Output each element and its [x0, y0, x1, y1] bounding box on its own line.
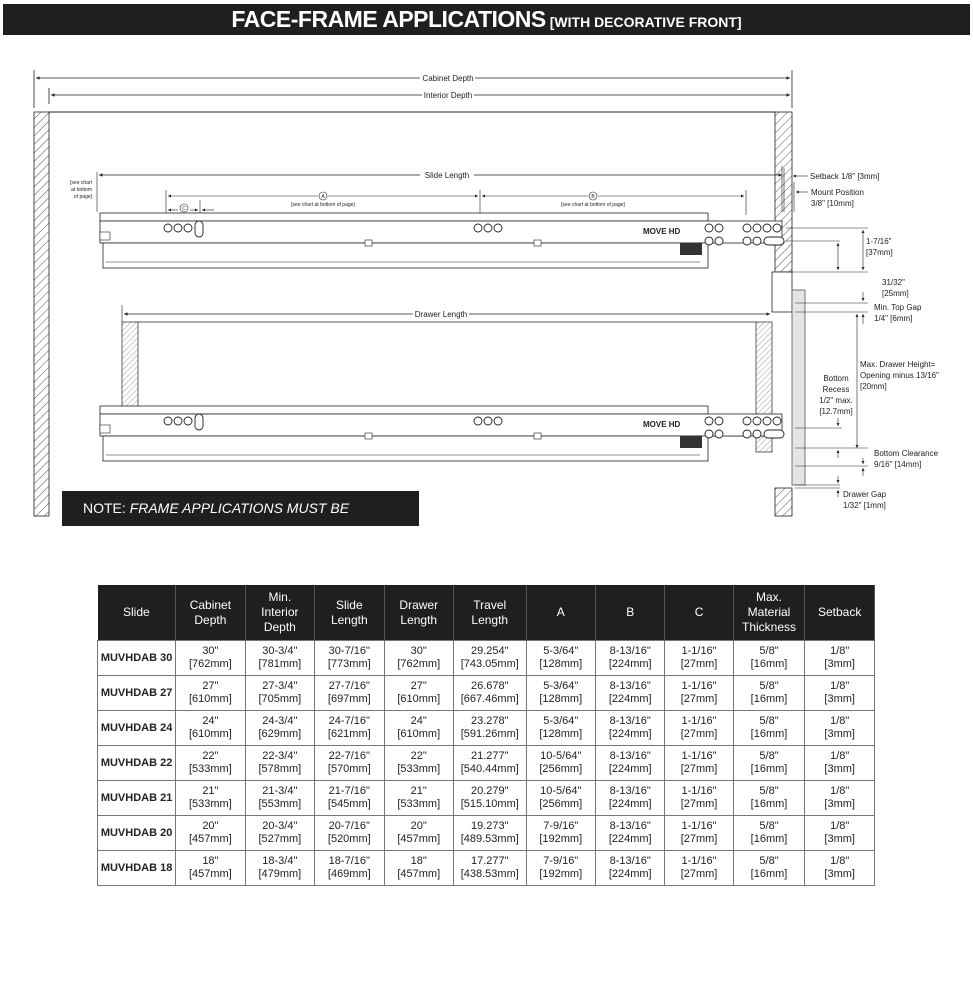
table-cell: 8-13/16" [224mm]: [595, 746, 664, 781]
table-cell: 7-9/16" [192mm]: [526, 816, 595, 851]
table-cell: 8-13/16" [224mm]: [595, 781, 664, 816]
table-cell: 1/8" [3mm]: [805, 781, 875, 816]
svg-text:3/8" [10mm]: 3/8" [10mm]: [811, 199, 854, 208]
table-cell: 24" [610mm]: [384, 711, 453, 746]
upper-slide: [100, 213, 784, 268]
table-row: [98, 851, 875, 886]
table-cell: 1-1/16" [27mm]: [665, 711, 733, 746]
table-cell: 1-1/16" [27mm]: [665, 641, 733, 676]
svg-text:Bottom: Bottom: [823, 374, 849, 383]
note-text: FRAME APPLICATIONS MUST BE BLOCKED OUT: [83, 500, 350, 551]
brand-mark-upper: MOVE HD: [643, 227, 681, 236]
svg-text:Max. Drawer Height=: Max. Drawer Height=: [860, 360, 936, 369]
svg-text:at bottom: at bottom: [71, 187, 92, 193]
model-cell: MUVHDAB 27: [98, 676, 176, 711]
slide-spec-table: [97, 585, 875, 886]
table-row: [98, 641, 875, 676]
svg-text:of page]: of page]: [73, 194, 92, 200]
face-frame-top: [775, 112, 792, 272]
table-cell: 22-3/4" [578mm]: [245, 746, 314, 781]
table-cell: 5/8" [16mm]: [733, 851, 805, 886]
column-header: C: [665, 585, 733, 641]
table-cell: 1-1/16" [27mm]: [665, 816, 733, 851]
model-cell: MUVHDAB 20: [98, 816, 176, 851]
column-header: A: [526, 585, 595, 641]
table-cell: 17.277" [438.53mm]: [453, 851, 526, 886]
table-cell: 21-7/16" [545mm]: [315, 781, 384, 816]
svg-text:Opening minus 13/16": Opening minus 13/16": [860, 371, 939, 380]
see-chart-note-left: [70, 172, 97, 212]
drawer-length-dimension: [122, 305, 770, 322]
table-cell: 23.278" [591.26mm]: [453, 711, 526, 746]
svg-text:31/32": 31/32": [882, 278, 905, 287]
table-cell: 21-3/4" [553mm]: [245, 781, 314, 816]
column-header: Min. Interior Depth: [245, 585, 314, 641]
table-cell: 20.279" [515.10mm]: [453, 781, 526, 816]
table-row: [98, 746, 875, 781]
svg-text:1/4" [6mm]: 1/4" [6mm]: [874, 314, 913, 323]
table-cell: 1/8" [3mm]: [805, 676, 875, 711]
table-cell: 1-1/16" [27mm]: [665, 851, 733, 886]
slide-length-dimension: [99, 168, 784, 212]
model-cell: MUVHDAB 21: [98, 781, 176, 816]
height-callout-37mm: [786, 228, 893, 272]
table-cell: 20" [457mm]: [176, 816, 245, 851]
table-header: [98, 585, 875, 641]
cabinet-depth-dimension: [34, 70, 792, 108]
table-row: [98, 816, 875, 851]
bottom-clearance-callout: [795, 449, 939, 476]
svg-text:[20mm]: [20mm]: [860, 382, 887, 391]
table-cell: 1/8" [3mm]: [805, 641, 875, 676]
table-cell: 10-5/64" [256mm]: [526, 746, 595, 781]
table-cell: 5-3/64" [128mm]: [526, 676, 595, 711]
page-subtitle: [WITH DECORATIVE FRONT]: [549, 14, 742, 30]
svg-text:Min. Top Gap: Min. Top Gap: [874, 303, 922, 312]
lower-slide: [100, 406, 784, 461]
table-cell: 24-3/4" [629mm]: [245, 711, 314, 746]
table-cell: 20" [457mm]: [384, 816, 453, 851]
note-prefix: NOTE:: [83, 500, 126, 516]
table-cell: 20-3/4" [527mm]: [245, 816, 314, 851]
table-cell: 30" [762mm]: [176, 641, 245, 676]
table-cell: 5/8" [16mm]: [733, 781, 805, 816]
svg-text:Mount Position: Mount Position: [811, 188, 864, 197]
table-cell: 1/8" [3mm]: [805, 746, 875, 781]
header-row: [98, 585, 875, 641]
brand-mark-lower: MOVE HD: [643, 420, 681, 429]
mount-position-callout: [794, 182, 864, 212]
svg-text:9/16" [14mm]: 9/16" [14mm]: [874, 460, 922, 469]
table-cell: 5/8" [16mm]: [733, 816, 805, 851]
table-cell: 30-3/4" [781mm]: [245, 641, 314, 676]
slide-length-label: Slide Length: [424, 171, 470, 180]
table-cell: 20-7/16" [520mm]: [315, 816, 384, 851]
model-cell: MUVHDAB 30: [98, 641, 176, 676]
table-cell: 18" [457mm]: [176, 851, 245, 886]
column-header: B: [595, 585, 664, 641]
svg-text:Drawer Gap: Drawer Gap: [843, 490, 887, 499]
table-row: [98, 676, 875, 711]
dim-b-label: B: [591, 194, 595, 200]
svg-text:1/32" [1mm]: 1/32" [1mm]: [843, 501, 886, 510]
cabinet-depth-label: Cabinet Depth: [422, 74, 474, 83]
model-cell: MUVHDAB 22: [98, 746, 176, 781]
column-header: Setback: [805, 585, 875, 641]
blocking: [772, 272, 792, 312]
table-cell: 5/8" [16mm]: [733, 711, 805, 746]
table-cell: 8-13/16" [224mm]: [595, 676, 664, 711]
table-body: [98, 641, 875, 886]
table-cell: 30-7/16" [773mm]: [315, 641, 384, 676]
table-cell: 5-3/64" [128mm]: [526, 711, 595, 746]
table-cell: 21" [533mm]: [176, 781, 245, 816]
svg-text:Setback 1/8" [3mm]: Setback 1/8" [3mm]: [810, 172, 880, 181]
svg-text:[see chart: [see chart: [70, 180, 92, 186]
svg-text:[37mm]: [37mm]: [866, 248, 893, 257]
dim-a: [166, 190, 480, 215]
column-header: Travel Length: [453, 585, 526, 641]
table-cell: 1-1/16" [27mm]: [665, 676, 733, 711]
table-cell: 22-7/16" [570mm]: [315, 746, 384, 781]
dim-a-label: A: [321, 194, 325, 200]
page-title: FACE-FRAME APPLICATIONS: [231, 6, 546, 32]
table-cell: 21" [533mm]: [384, 781, 453, 816]
interior-depth-dimension: [49, 88, 790, 104]
dim-b: [482, 190, 746, 215]
table-cell: 30" [762mm]: [384, 641, 453, 676]
drawer-length-label: Drawer Length: [414, 310, 468, 319]
cabinet-back-wall: [34, 112, 49, 516]
table-cell: 26.678" [667.46mm]: [453, 676, 526, 711]
dim-b-note: [see chart at bottom of page]: [561, 202, 625, 208]
model-cell: MUVHDAB 18: [98, 851, 176, 886]
table-cell: 5/8" [16mm]: [733, 641, 805, 676]
table-cell: 21.277" [540.44mm]: [453, 746, 526, 781]
table-cell: 24" [610mm]: [176, 711, 245, 746]
table-cell: 18-7/16" [469mm]: [315, 851, 384, 886]
interior-depth-label: Interior Depth: [423, 91, 473, 100]
table-cell: 10-5/64" [256mm]: [526, 781, 595, 816]
face-frame-bottom: [775, 488, 792, 516]
table-cell: 24-7/16" [621mm]: [315, 711, 384, 746]
table-cell: 5/8" [16mm]: [733, 746, 805, 781]
table-cell: 27-3/4" [705mm]: [245, 676, 314, 711]
dim-a-note: [see chart at bottom of page]: [291, 202, 355, 208]
note-banner: [62, 491, 419, 551]
table-cell: 27" [610mm]: [384, 676, 453, 711]
table-cell: 22" [533mm]: [384, 746, 453, 781]
table-cell: 5-3/64" [128mm]: [526, 641, 595, 676]
table-cell: 5/8" [16mm]: [733, 676, 805, 711]
svg-text:[12.7mm]: [12.7mm]: [819, 407, 853, 416]
table-cell: 18-3/4" [479mm]: [245, 851, 314, 886]
table-cell: 8-13/16" [224mm]: [595, 641, 664, 676]
svg-text:1/2" max.: 1/2" max.: [819, 396, 853, 405]
table-cell: 1/8" [3mm]: [805, 851, 875, 886]
column-header: Drawer Length: [384, 585, 453, 641]
column-header: Max. Material Thickness: [733, 585, 805, 641]
table-cell: 19.273" [489.53mm]: [453, 816, 526, 851]
table-cell: 29.254" [743.05mm]: [453, 641, 526, 676]
table-cell: 8-13/16" [224mm]: [595, 711, 664, 746]
table-cell: 18" [457mm]: [384, 851, 453, 886]
table-row: [98, 781, 875, 816]
drawer-gap-callout: [795, 476, 887, 510]
decorative-front: [792, 290, 805, 485]
table-cell: 27" [610mm]: [176, 676, 245, 711]
column-header: Cabinet Depth: [176, 585, 245, 641]
table-cell: 27-7/16" [697mm]: [315, 676, 384, 711]
svg-text:1-7/16": 1-7/16": [866, 237, 892, 246]
table-cell: 1-1/16" [27mm]: [665, 746, 733, 781]
model-cell: MUVHDAB 24: [98, 711, 176, 746]
table-cell: 1/8" [3mm]: [805, 711, 875, 746]
table-cell: 8-13/16" [224mm]: [595, 816, 664, 851]
max-drawer-height-callout: [857, 314, 939, 448]
svg-text:Bottom Clearance: Bottom Clearance: [874, 449, 939, 458]
svg-text:Recess: Recess: [822, 385, 850, 394]
table-cell: 1-1/16" [27mm]: [665, 781, 733, 816]
dim-c-label: C: [182, 206, 186, 212]
column-header: Slide Length: [315, 585, 384, 641]
table-row: [98, 711, 875, 746]
column-header: Slide: [98, 585, 176, 641]
table-cell: 1/8" [3mm]: [805, 816, 875, 851]
table-cell: 7-9/16" [192mm]: [526, 851, 595, 886]
table-cell: 22" [533mm]: [176, 746, 245, 781]
svg-text:[25mm]: [25mm]: [882, 289, 909, 298]
table-cell: 8-13/16" [224mm]: [595, 851, 664, 886]
